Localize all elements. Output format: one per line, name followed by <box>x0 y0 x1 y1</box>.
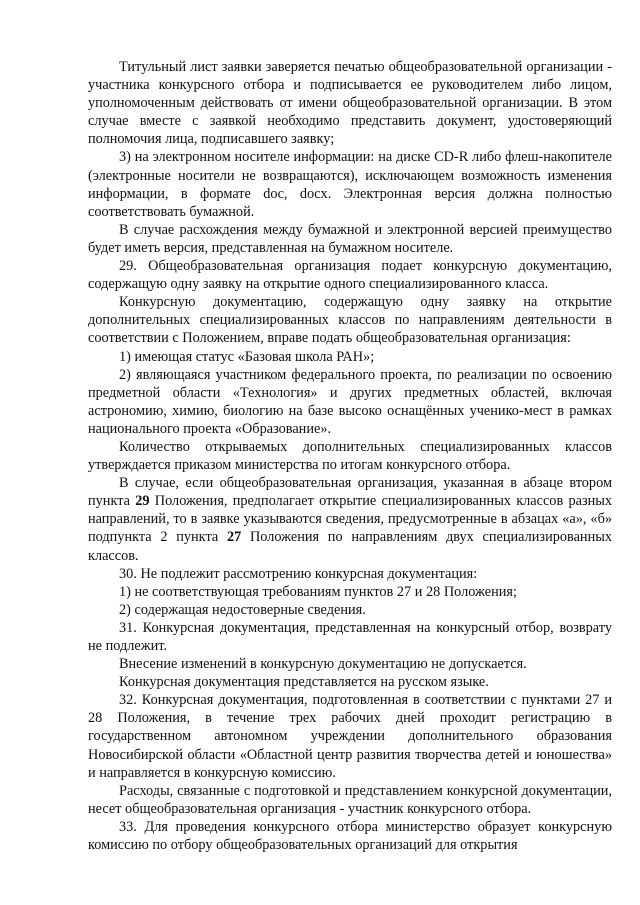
text-fragment: Положения по направлениям двух специализированных классов. <box>88 529 612 564</box>
paragraph-federal-project: 2) являющаяся участником федерального проекта, по реализации по освоению предметной области «Технология» и других предметных областей, включая астрономию, химию, биологию на базе высоко оснащённых ученико-мест в рамках национального проекта «Образование». <box>88 366 612 437</box>
bold-number: 29 <box>135 493 150 510</box>
paragraph-electronic-media: 3) на электронном носителе информации: на диске CD-R либо флеш-накопителе (электронные носители не возвращаются), исключающем возможность изменения информации, в формате doc, docx. Электронная версия должна полностью соответствовать бумажной. <box>88 149 612 220</box>
paragraph-additional-classes: Конкурсную документацию, содержащую одну заявку на открытие дополнительных специализированных классов по направлениям деятельности в соответствии с Положением, вправе подать общеобразовательная организация: <box>88 294 612 347</box>
paragraph-status-ran: 1) имеющая статус «Базовая школа РАН»; <box>119 348 375 365</box>
document-page <box>88 58 612 854</box>
paragraph-class-count: Количество открываемых дополнительных специализированных классов утверждается приказом министерства по итогам конкурсного отбора. <box>88 438 612 474</box>
text-fragment: Положения, предполагает открытие специализированных классов разных направлений, то в заявке указываются сведения, предусмотренные в абзацах «а», «б» подпункта 2 пункта <box>88 493 612 546</box>
paragraph-title-sheet: Титульный лист заявки заверяется печатью общеобразовательной организации - участника конкурсного отбора и подписывается ее руководителем либо лицом, уполномоченным действовать от имени общеобразовательной организации. В этом случае вместе с заявкой необходимо представить документ, удостоверяющий полномочия лица, подписавшего заявку; <box>88 59 612 148</box>
paragraph-version-discrepancy: В случае расхождения между бумажной и электронной версией преимущество будет иметь версия, представленная на бумажном носителе. <box>88 221 612 256</box>
paragraph-no-changes: Внесение изменений в конкурсную документацию не допускается. <box>119 656 527 673</box>
paragraph-not-compliant: 1) не соответствующая требованиям пунктов 27 и 28 Положения; <box>119 583 517 600</box>
paragraph-item-30: 30. Не подлежит рассмотрению конкурсная документация: <box>119 565 478 582</box>
paragraph-item-29: 29. Общеобразовательная организация подает конкурсную документацию, содержащую одну заявку на открытие одного специализированного класса. <box>88 258 612 293</box>
paragraph-russian-language: Конкурсная документация представляется на русском языке. <box>119 674 489 691</box>
paragraph-item-33: 33. Для проведения конкурсного отбора министерство образует конкурсную комиссию по отбору общеобразовательных организаций для открытия <box>88 818 612 854</box>
paragraph-item-32: 32. Конкурсная документация, подготовленная в соответствии с пунктами 27 и 28 Положения, в течение трех рабочих дней проходит регистрацию в государственном автономном учреждении дополнительного образования Новосибирской области «Областной центр развития творчества детей и юношества» и направляется в конкурсную комиссию. <box>88 692 612 781</box>
text-fragment: В случае, если общеобразовательная организация, указанная в абзаце втором пункта <box>88 475 612 510</box>
paragraph-expenses: Расходы, связанные с подготовкой и представлением конкурсной документации, несет общеобразовательная организация - участник конкурсного отбора. <box>88 782 612 817</box>
paragraph-false-info: 2) содержащая недостоверные сведения. <box>119 601 366 618</box>
paragraph-different-directions <box>88 474 612 564</box>
paragraph-item-31: 31. Конкурсная документация, представленная на конкурсный отбор, возврату не подлежит. <box>88 619 612 654</box>
bold-number: 27 <box>226 529 242 546</box>
